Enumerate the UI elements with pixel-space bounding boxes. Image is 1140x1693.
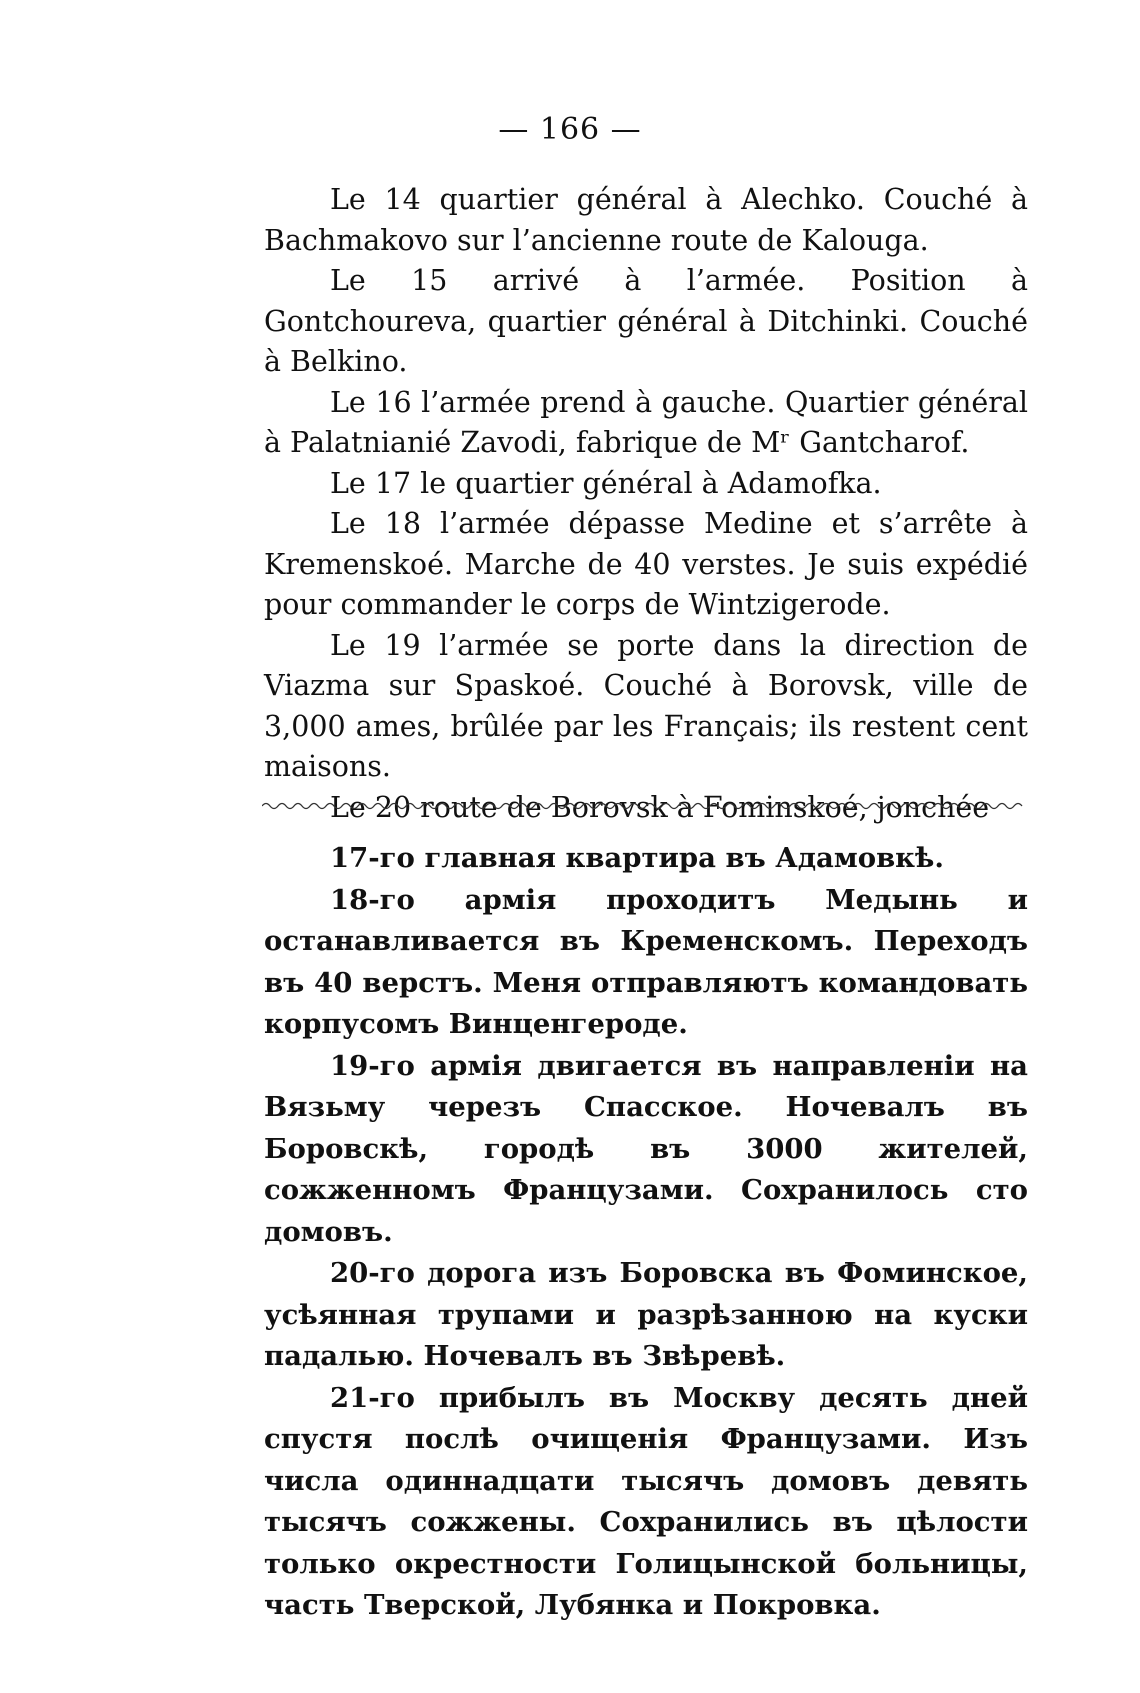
russian-paragraph: 20-го дорога изъ Боровска въ Фоминское, усѣянная трупами и разрѣзанною на куски падалью. Ночевалъ въ Звѣревѣ.: [264, 1257, 1028, 1372]
french-paragraph: Le 14 quartier général à Alechko. Couché à Bachmakovo sur l’ancienne route de Kalouga.: [264, 183, 1028, 257]
french-paragraph: Le 15 arrivé à l’armée. Position à Gontchoureva, quartier général à Ditchinki. Couché à Belkino.: [264, 264, 1028, 378]
russian-paragraph: 21-го прибылъ въ Москву десять дней спустя послѣ очищенія Французами. Изъ числа одиннадцати тысячъ домовъ девять тысячъ сожжены. Сохранились въ цѣлости только окрестности Голицынской больницы, часть Тверской, Лубянка и Покровка.: [264, 1381, 1028, 1621]
french-paragraph: Le 18 l’armée dépasse Medine et s’arrête à Kremenskoé. Marche de 40 verstes. Je suis expédié pour commander le corps de Wintzigerode.: [264, 507, 1028, 621]
russian-text-block: [264, 838, 1028, 1627]
french-text-block: [264, 180, 1028, 828]
russian-paragraph: 19-го армія двигается въ направленіи на Вязьму черезъ Спасское. Ночевалъ въ Боровскѣ, городѣ въ 3000 жителей, сожженномъ Французами. Сохранилось сто домовъ.: [264, 1049, 1028, 1248]
french-paragraph: Le 17 le quartier général à Adamofka.: [330, 466, 882, 500]
russian-paragraph: 18-го армія проходитъ Медынь и останавливается въ Кременскомъ. Переходъ въ 40 верстъ. Меня отправляютъ командовать корпусомъ Винценгероде.: [264, 883, 1028, 1040]
russian-paragraph: 17-го главная квартира въ Адамовкѣ.: [330, 842, 944, 874]
page-number: — 166 —: [498, 112, 642, 147]
wavy-divider: [262, 800, 1028, 812]
french-paragraph: Le 16 l’armée prend à gauche. Quartier général à Palatnianié Zavodi, fabrique de Mʳ Gantcharof.: [264, 385, 1028, 459]
french-paragraph: Le 19 l’armée se porte dans la direction de Viazma sur Spaskoé. Couché à Borovsk, ville de 3,000 ames, brûlée par les Français; ils restent cent maisons.: [264, 628, 1028, 783]
french-paragraph: Le 20 route de Borovsk à Fominskoé, jonchée: [330, 790, 990, 824]
